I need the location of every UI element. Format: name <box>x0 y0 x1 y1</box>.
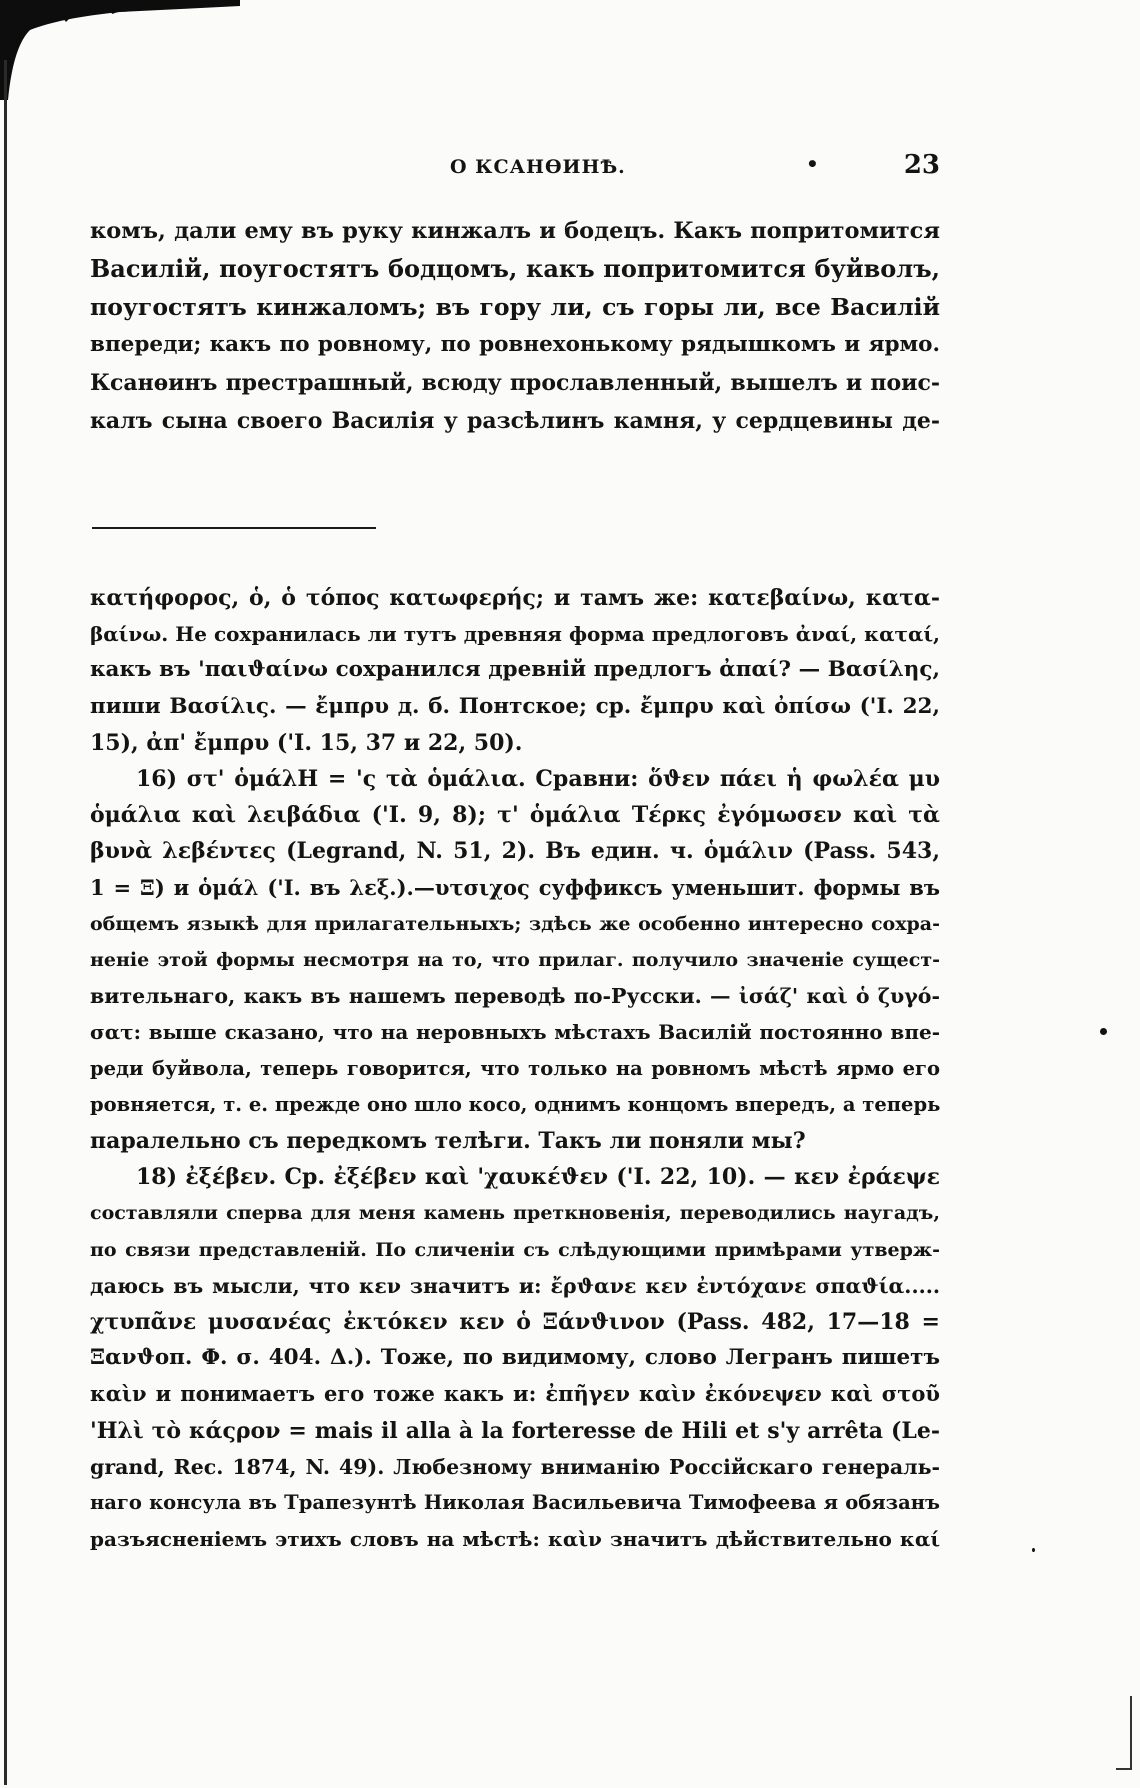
note-line: 16) στ' ὁμάλΗ = 'ς τὰ ὁμάλια. Сравни: ὅϑεν πάει ἡ φωλέα μυ <box>136 766 940 793</box>
ink-speck <box>1032 1548 1035 1552</box>
text-line: комъ, дали ему въ руку кинжалъ и бодецъ. Какъ попритомится <box>90 218 940 244</box>
running-title: О КСАНѲИНѢ. <box>450 156 626 178</box>
note-line: 'Ηλὶ τὸ κάςρον = mais il alla à la forteresse de Hili et s'y arrêta (Le- <box>90 1417 940 1444</box>
note-line: вительнаго, какъ въ нашемъ переводѣ по-Русски. — ἰσάζ' καὶ ὁ ζυγό- <box>90 984 940 1009</box>
note-line: βαίνω. Не сохранилась ли тутъ древняя форма предлоговъ ἀναί, καταί, <box>90 622 940 647</box>
note-line: grand, Rec. 1874, N. 49). Любезному вниманію Россійскаго генераль- <box>90 1454 940 1479</box>
footnote-divider <box>92 527 376 529</box>
footnotes <box>90 580 940 1557</box>
main-text <box>90 212 940 440</box>
note-line: паралельно съ передкомъ телѣги. Такъ ли поняли мы? <box>90 1128 806 1155</box>
note-line: какъ въ 'παιϑαίνω сохранился древній предлогъ ἀπαί? — Βασίλης, <box>90 657 940 683</box>
note-line: неніе этой формы несмотря на то, что прилаг. получило значеніе сущест- <box>90 949 940 972</box>
note-line: реди буйвола, теперь говорится, что только на ровномъ мѣстѣ ярмо его <box>90 1056 940 1080</box>
scan-shadow-corner <box>0 0 240 100</box>
note-line: пиши Βασίλις. — ἔμπρυ д. б. Понтское; ср. ἔμπρυ καὶ ὀπίσω ('I. 22, <box>90 693 940 719</box>
note-line: ровняется, т. е. прежде оно шло косо, однимъ концомъ впередъ, а теперь <box>90 1092 941 1116</box>
note-line: разъясненіемъ этихъ словъ на мѣстѣ: καὶν значитъ дѣйствительно καί <box>90 1527 940 1552</box>
text-line: впереди; какъ по ровному, по ровнехонькому рядышкомъ и ярмо. <box>90 332 940 357</box>
note-line: по связи представленій. По сличеніи съ слѣдующими примѣрами утверж- <box>90 1238 940 1261</box>
note-line: βυνὰ λεβέντες (Legrand, N. 51, 2). Въ един. ч. ὁμάλιν (Pass. 543, <box>90 838 940 865</box>
page-left-edge <box>4 60 7 1785</box>
page-header <box>90 152 940 182</box>
text-line: Ксанѳинъ престрашный, всюду прославленный, вышелъ и поис- <box>90 370 940 396</box>
note-line: 18) ἐξέβεν. Ср. ἐξέβεν καὶ 'χαυκέϑεν ('I. 22, 10). — κεν ἐράεψε <box>136 1164 940 1191</box>
note-line: даюсь въ мысли, что κεν значитъ и: ἔρϑανε κεν ἐντόχανε σπαϑία..... <box>90 1273 940 1298</box>
note-line: Ξανϑοπ. Φ. σ. 404. Δ.). Тоже, по видимому, слово Легранъ пишетъ <box>90 1345 940 1371</box>
text-line: поугостятъ кинжаломъ; въ гору ли, съ горы ли, все Василій <box>90 293 940 321</box>
note-line: καὶν и понимаетъ его тоже какъ и: ἐπῆγεν καὶν ἐκόνεψεν καὶ στοῦ <box>90 1381 940 1407</box>
note-line: χτυπᾶνε μυσανέας ἐκτόκεν κεν ὁ Ξάνϑινον (Pass. 482, 17—18 = <box>90 1309 940 1336</box>
note-line: σατ: выше сказано, что на неровныхъ мѣстахъ Василій постоянно впе- <box>90 1020 940 1045</box>
ink-speck <box>1100 1028 1107 1035</box>
note-line: 15), ἀπ' ἔμπρυ ('I. 15, 37 и 22, 50). <box>90 729 523 756</box>
note-line: общемъ языкѣ для прилагательныхъ; здѣсь же особенно интересно сохра- <box>90 912 940 935</box>
note-line: 1 = Ξ) и ὁμάλ ('I. въ λεξ.).—υτσιχος суффиксъ уменьшит. формы въ <box>90 874 940 900</box>
text-line: Василій, поугостятъ бодцомъ, какъ попритомится буйволъ, <box>90 254 940 283</box>
text-line: калъ сына своего Василія у разсѣлинъ камня, у сердцевины де- <box>90 408 940 434</box>
note-line: составляли сперва для меня камень преткновенія, переводились наугадъ, <box>90 1202 940 1225</box>
page-number: 23 <box>903 150 940 180</box>
header-dot: • <box>806 152 819 176</box>
note-line: наго консула въ Трапезунтѣ Николая Васильевича Тимофеева я обязанъ <box>90 1491 940 1515</box>
note-line: κατήφορος, ὁ, ὁ τόπος κατωφερής; и тамъ же: κατεβαίνω, κατα- <box>90 585 940 611</box>
page-corner-mark <box>1116 1696 1132 1770</box>
note-line: ὁμάλια καὶ λειβάδια ('I. 9, 8); τ' ὁμάλια Τέρκς ἐγόμωσεν καὶ τὰ <box>90 802 940 829</box>
